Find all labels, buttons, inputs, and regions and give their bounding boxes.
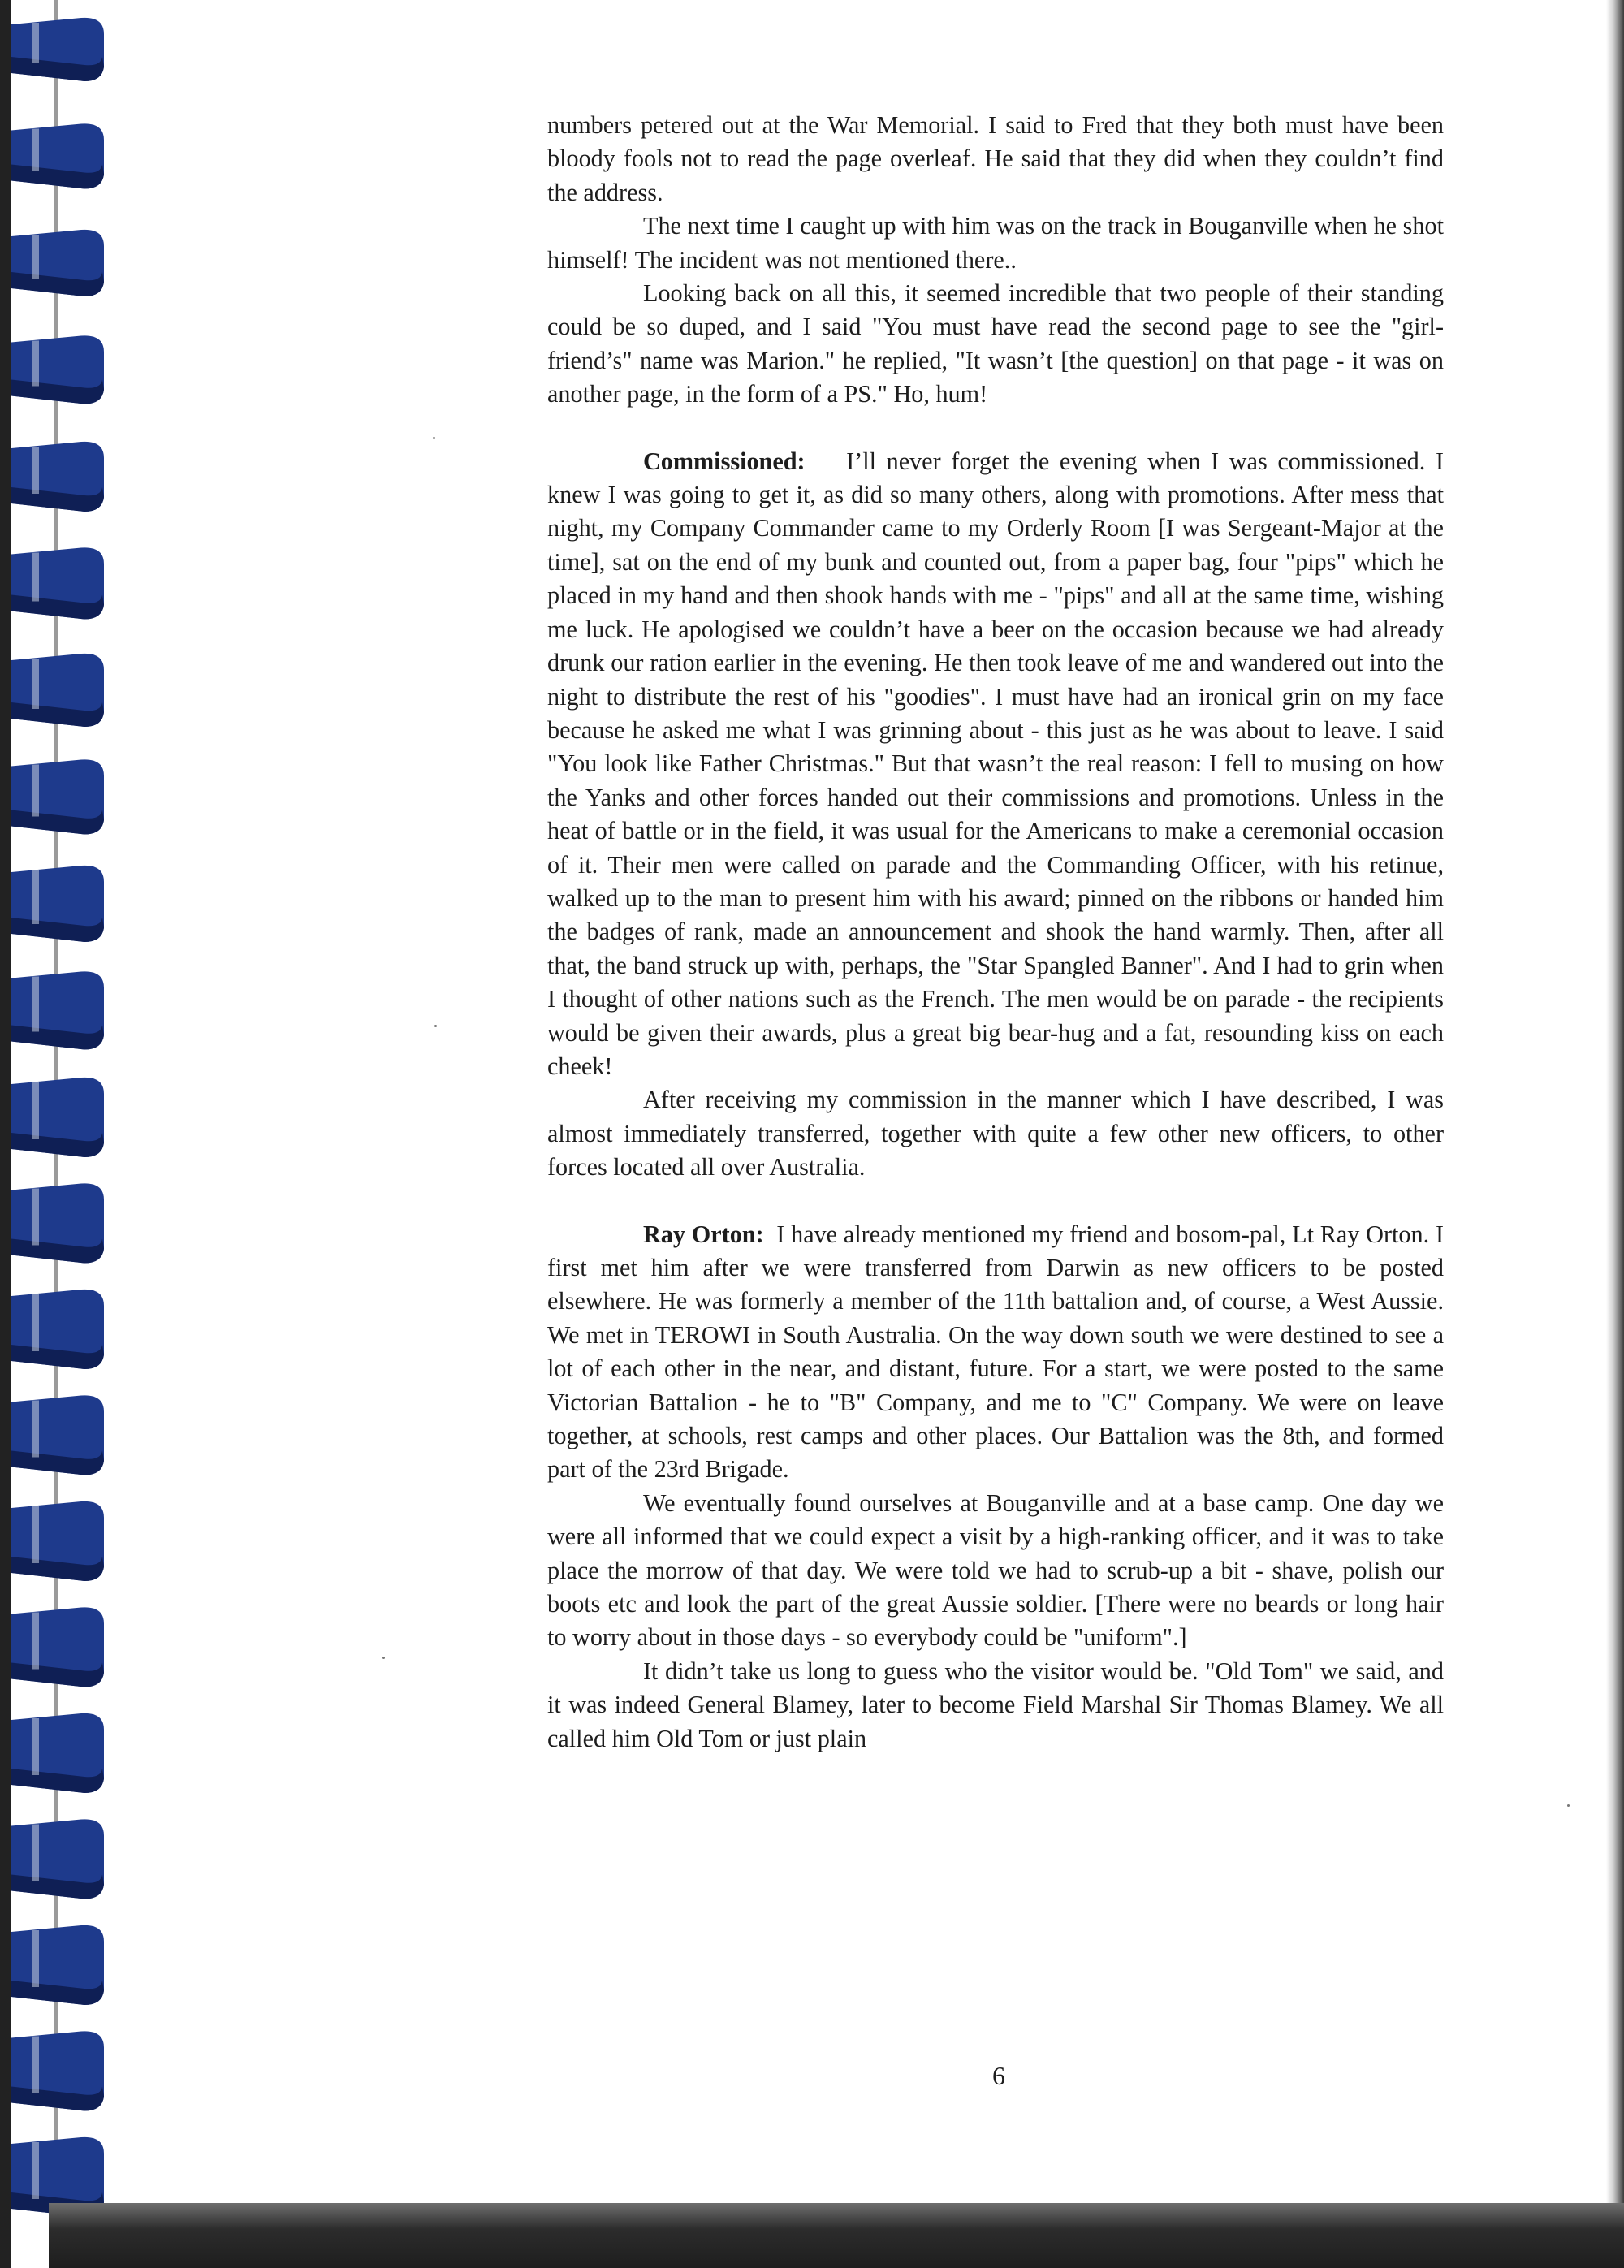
text-column <box>547 109 1444 1756</box>
page-edge-shadow <box>1606 0 1624 2268</box>
paragraph: After receiving my commission in the manner which I have described, I was almost immediately transferred, together with quite a few other new officers, to other forces located all over Australia. <box>547 1086 1444 1182</box>
paragraph-text: I’ll never forget the evening when I was commissioned. I knew I was going to get it, as did so many others, along with promotions. After mess that night, my Company Commander came to my Orderly Room [I was Sergeant-Major at the time], sat on the end of my bunk and counted out, from a paper bag, four "pips" which he placed in my hand and then shook hands with me - "pips" and all at the same time, wishing me luck. He apologised we couldn’t have a beer on the occasion because we had already drunk our ration earlier in the evening. He then took leave of me and wandered out into the night to distribute the rest of his "goodies". I must have had an ironical grin on my face because he asked me what I was grinning about - this just as he was about to leave. I said "You look like Father Christmas." But that wasn’t the real reason: I fell to musing on how the Yanks and other forces handed out their commissions and promotions. Unless in the heat of battle or in the field, it was usual for the Americans to make a ceremonial occasion of it. Their men were called on parade and the Commanding Officer, with his retinue, walked up to the man to present him with his award; pinned on the ribbons or handed him the badges of rank, made an announcement and shook the hand warmly. Then, after all that, the band struck up with, perhaps, the "Star Spangled Banner". And I had to grin when I thought of other nations such as the French. The men would be on parade - the recipients would be given their awards, plus a great big bear-hug and a fat, resounding kiss on each cheek! <box>547 447 1444 1080</box>
binding-coil <box>11 18 104 81</box>
paper-speck <box>433 437 435 439</box>
binding-coil <box>11 1925 104 2005</box>
paragraph-text: I have already mentioned my friend and bosom-pal, Lt Ray Orton. I first met him after we were transferred from Darwin as new officers to be posted elsewhere. He was formerly a member of the 11th battalion and, of course, a West Aussie. We met in TEROWI in South Australia. On the way down south we were destined to see a lot of each other in the near, and distant, future. For a start, we were posted to the same Victorian Battalion - he to "B" Company, and me to "C" Company. We were on leave together, at schools, rest camps and other places. Our Battalion was the 8th, and formed part of the 23rd Brigade. <box>547 1220 1445 1484</box>
paper-speck <box>434 1025 437 1027</box>
paper-speck <box>382 1657 385 1659</box>
binding-coil <box>11 1819 104 1899</box>
paragraph: Looking back on all this, it seemed incredible that two people of their standing could be so duped, and I said "You must have read the second page to see the "girl-friend’s" name was Marion." he replied, "It wasn’t [the question] on that page - it was on another page, in the form of a PS." Ho, hum! <box>547 279 1444 408</box>
section-ray-orton <box>547 1218 1444 1487</box>
binding-coil <box>11 866 104 942</box>
paragraph: It didn’t take us long to guess who the visitor would be. "Old Tom" we said, and it was indeed General Blamey, later to become Field Marshal Sir Thomas Blamey. We all called him Old Tom or just plain <box>547 1657 1444 1752</box>
binding-coil <box>11 230 104 296</box>
spiral-binding <box>0 0 110 2268</box>
section-heading: Ray Orton: <box>643 1220 764 1248</box>
binding-coil <box>11 1713 104 1793</box>
binding-coil <box>11 759 104 834</box>
binding-coil <box>11 1078 104 1157</box>
paper-speck <box>1567 1804 1570 1807</box>
binding-coil <box>11 442 104 512</box>
binding-coil <box>11 1501 104 1581</box>
binding-coil <box>11 1290 104 1369</box>
paragraph: We eventually found ourselves at Bouganville and at a base camp. One day we were all informed that we could expect a visit by a high-ranking officer, and it was to take place the morrow of that day. We were told we had to scrub-up a bit - shave, polish our boots etc and look the part of the great Aussie soldier. [There were no beards or long hair to worry about in those days - so everybody could be "uniform".] <box>547 1488 1444 1652</box>
binding-coil <box>11 335 104 404</box>
bottom-shadow <box>49 2203 1624 2268</box>
paragraph: numbers petered out at the War Memorial. I said to Fred that they both must have been bloody fools not to read the page overleaf. He said that they did when they couldn’t find the address. <box>547 111 1444 206</box>
binding-coil <box>11 971 104 1049</box>
binding-coil <box>11 547 104 619</box>
section-commissioned <box>547 445 1444 1084</box>
binding-coil <box>11 654 104 727</box>
binding-coil <box>11 1607 104 1687</box>
binding-coil <box>11 123 104 188</box>
paragraph: The next time I caught up with him was on the track in Bouganville when he shot himself! The incident was not mentioned there.. <box>547 212 1444 274</box>
section-heading: Commissioned: <box>643 447 806 475</box>
binding-edge <box>0 0 11 2268</box>
binding-coil <box>11 2031 104 2110</box>
binding-coil <box>11 1183 104 1263</box>
page-number: 6 <box>992 2061 1005 2090</box>
binding-coil <box>11 1395 104 1475</box>
